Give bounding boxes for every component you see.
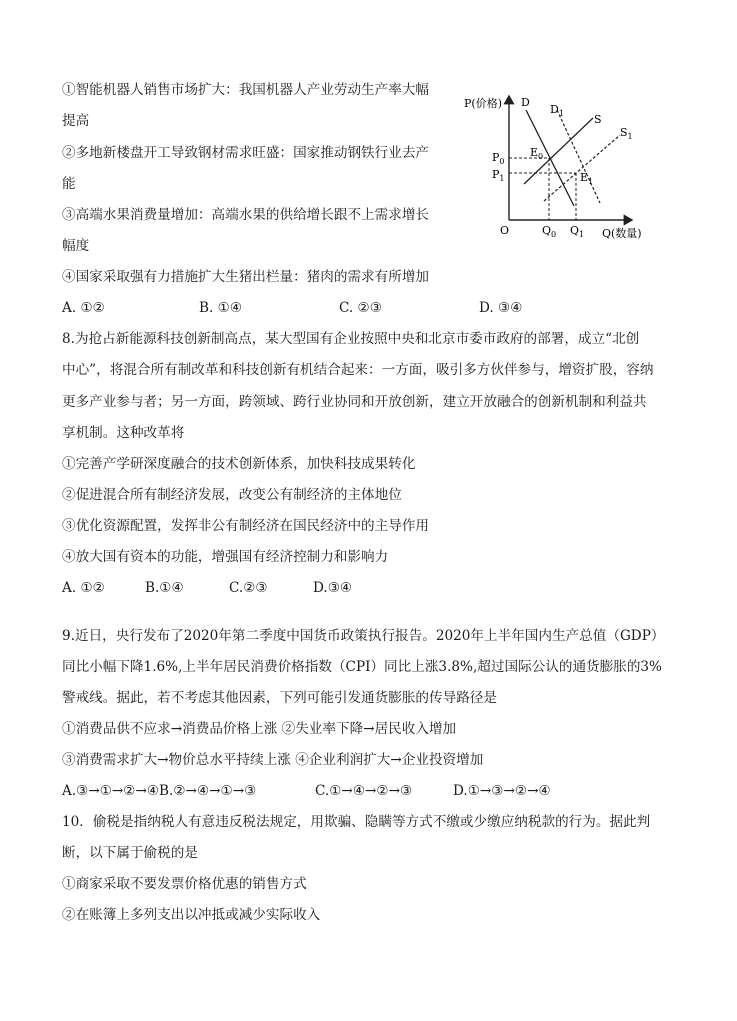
q9-stem-3: 警戒线。据此，若不考虑其他因素，下列可能引发通货膨胀的传导路径是 — [62, 690, 497, 706]
label-s: S — [594, 113, 602, 126]
label-q1: $Q_1$ — [570, 224, 585, 239]
q7-item-4: ④国家采取强有力措施扩大生猪出栏量：猪肉的需求有所增加 — [62, 269, 430, 285]
q8-options — [62, 578, 562, 598]
q9-item-3-4: ③消费需求扩大→物价总水平持续上涨 ④企业利润扩大→企业投资增加 — [62, 752, 484, 768]
q7-options — [62, 298, 662, 318]
q9-option-c[interactable]: C.①→④→②→③ — [315, 783, 413, 799]
q8-item-2: ②促进混合所有制经济发展，改变公有制经济的主体地位 — [62, 487, 402, 503]
q9-options — [62, 781, 662, 801]
label-q0: $Q_0$ — [542, 224, 557, 239]
q9-stem-1: 9.近日，央行发布了2020年第二季度中国货币政策执行报告。2020年上半年国内生产总值（GDP） — [62, 628, 665, 644]
q7-item-1: ①智能机器人销售市场扩大：我国机器人产业劳动生产率大幅 — [62, 82, 430, 98]
q7-option-c[interactable]: C. ②③ — [339, 300, 382, 316]
origin-label: O — [500, 224, 510, 237]
q8-option-d[interactable]: D.③④ — [313, 580, 353, 596]
q7-item-2: ②多地新楼盘开工导致钢材需求旺盛：国家推动钢铁行业去产 — [62, 145, 430, 161]
q9-stem-2: 同比小幅下降1.6%,上半年居民消费价格指数（CPI）同比上涨3.8%,超过国际公认的通货膨胀的3% — [62, 659, 662, 675]
q8-item-3: ③优化资源配置，发挥非公有制经济在国民经济中的主导作用 — [62, 518, 430, 534]
q8-option-b[interactable]: B.①④ — [145, 580, 184, 596]
q10-item-2: ②在账簿上多列支出以冲抵或减少实际收入 — [62, 907, 321, 923]
label-s1: $S_1$ — [620, 126, 633, 141]
label-e0: $E_0$ — [530, 146, 544, 161]
q10-stem-1: 10．偷税是指纳税人有意违反税法规定，用欺骗、隐瞒等方式不缴或少缴应纳税款的行为。据此判 — [62, 814, 651, 830]
q9-item-1-2: ①消费品供不应求→消费品价格上涨 ②失业率下降→居民收入增加 — [62, 721, 457, 737]
q7-item-3-cont: 幅度 — [62, 238, 90, 254]
q8-stem-1: 8.为抢占新能源科技创新制高点，某大型国有企业按照中央和北京市委市政府的部署，成立“北创 — [62, 331, 640, 347]
q7-option-a[interactable]: A. ①② — [62, 300, 105, 316]
supply-demand-graph — [460, 88, 660, 248]
y-axis-label: P(价格) — [464, 97, 502, 110]
label-e1: $E_1$ — [580, 171, 594, 186]
q8-stem-4: 享机制。这种改革将 — [62, 425, 185, 441]
label-d: D — [521, 96, 530, 109]
q9-option-a-b[interactable]: A.③→①→②→④B.②→④→①→③ — [62, 783, 257, 799]
q7-item-3: ③高端水果消费量增加：高端水果的供给增长跟不上需求增长 — [62, 207, 430, 223]
q10-item-1: ①商家采取不要发票价格优惠的销售方式 — [62, 876, 307, 892]
q7-item-2-cont: 能 — [62, 176, 76, 192]
label-p0: $P_0$ — [492, 151, 505, 166]
q8-item-4: ④放大国有资本的功能，增强国有经济控制力和影响力 — [62, 549, 389, 565]
q7-item-1-cont: 提高 — [62, 113, 90, 129]
label-d1: $D_1$ — [550, 103, 564, 118]
q7-option-b[interactable]: B. ①④ — [199, 300, 243, 316]
q8-item-1: ①完善产学研深度融合的技术创新体系，加快科技成果转化 — [62, 456, 416, 472]
x-axis-label: Q(数量) — [602, 227, 642, 240]
q9-option-d[interactable]: D.①→③→②→④ — [453, 783, 551, 799]
q8-option-c[interactable]: C.②③ — [229, 580, 268, 596]
q8-stem-3: 更多产业参与者；另一方面，跨领域、跨行业协同和开放创新，建立开放融合的创新机制和利益共 — [62, 394, 647, 410]
q8-stem-2: 中心”，将混合所有制改革和科技创新有机结合起来：一方面，吸引多方伙伴参与，增资扩股，容纳 — [62, 362, 654, 378]
label-p1: $P_1$ — [492, 168, 505, 183]
q7-option-d[interactable]: D. ③④ — [479, 300, 523, 316]
q8-option-a[interactable]: A. ①② — [62, 580, 105, 596]
q10-stem-2: 断，以下属于偷税的是 — [62, 845, 198, 861]
